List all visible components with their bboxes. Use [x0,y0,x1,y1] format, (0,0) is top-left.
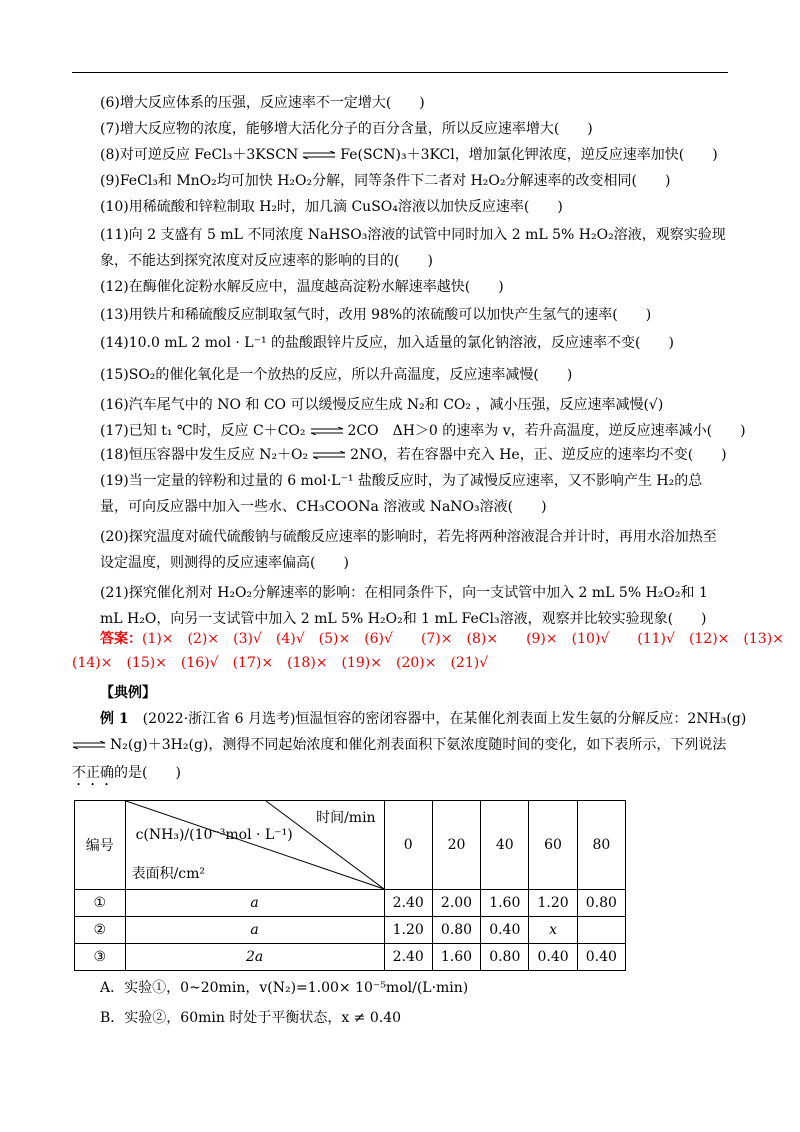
row-id: ② [75,917,126,944]
question-10: (10)用稀硫酸和锌粒制取 H₂时，加几滴 CuSO₄溶液以加快反应速率( ) [100,199,563,215]
row-area: a [125,890,384,917]
cell-value: 0.80 [481,944,529,971]
question-8 [72,142,728,168]
cell-value [577,917,625,944]
table-row [75,944,626,971]
question-6: (6)增大反应体系的压强，反应速率不一定增大( ) [100,95,425,111]
header-concentration: c(NH₃)/(10⁻³mol · L⁻¹) [135,827,293,843]
question-9: (9)FeCl₃和 MnO₂均可加快 H₂O₂分解，同等条件下二者对 H₂O₂分解速率的改变相同( ) [100,173,671,189]
cell-value: 0.40 [529,944,577,971]
table-row [75,890,626,917]
header-time-20: 20 [432,801,480,890]
row-id: ① [75,890,126,917]
example-text-1: (2022·浙江省 6 月选考)恒温恒容的密闭容器中，在某催化剂表面上发生氨的分解反应：2NH₃(g) [142,711,747,727]
example-line-1 [72,706,747,732]
section-tag: 【典例】 [100,685,156,701]
header-diagonal [125,801,384,890]
question-17 [72,418,746,444]
question-15: (15)SO₂的催化氧化是一个放热的反应，所以升高温度，反应速率减慢( ) [100,367,573,383]
answer-label: 答案： [100,631,142,647]
cell-value: 1.60 [481,890,529,917]
question-20: (20)探究温度对硫代硫酸钠与硫酸反应速率的影响时，若先将两种溶液混合并计时，再用水浴加热至设定温度，则测得的反应速率偏高( ) [100,529,717,571]
question-21: (21)探究催化剂对 H₂O₂分解速率的影响：在相同条件下，向一支试管中加入 2 mL 5% H₂O₂和 1 mL H₂O，向另一支试管中加入 2 mL 5% H₂O₂和 1 mL FeCl₃溶液，观察并比较实验现象( ) [100,585,708,627]
cell-value: x [529,917,577,944]
row-area: a [125,917,384,944]
header-time: 时间/min [316,810,376,826]
question-13: (13)用铁片和稀硫酸反应制取氢气时，改用 98%的浓硫酸可以加快产生氢气的速率( ) [100,307,652,323]
top-rule [72,72,728,73]
cell-value: 2.40 [384,890,432,917]
q8-part1: (8)对可逆反应 FeCl₃＋3KSCN [100,147,299,163]
equilibrium-arrow-icon [72,741,106,749]
row-id: ③ [75,944,126,971]
header-time-40: 40 [481,801,529,890]
emphasis-text: 不正确 [72,765,114,781]
question-18 [72,442,728,468]
q18-part1: (18)恒压容器中发生反应 N₂＋O₂ [100,447,309,463]
question-19: (19)当一定量的锌粉和过量的 6 mol·L⁻¹ 盐酸反应时，为了减慢反应速率，又不影响产生 H₂的总量，可向反应器中加入一些水、CH₃COONa 溶液或 NaNO₃溶液( ) [100,473,703,515]
answer-line-2: (14)× (15)× (16)√ (17)× (18)× (19)× (20)× (21)√ [72,655,489,671]
q17-part1: (17)已知 t₁ ℃时，反应 C＋CO₂ [100,423,306,439]
header-time-80: 80 [577,801,625,890]
question-7: (7)增大反应物的浓度，能够增大活化分子的百分含量，所以反应速率增大( ) [100,121,593,137]
cell-value: 0.40 [481,917,529,944]
row-area: 2a [125,944,384,971]
cell-value: 2.40 [384,944,432,971]
table-header-row [75,801,626,890]
table-row [75,917,626,944]
option-b: B．实验②，60min 时处于平衡状态，x ≠ 0.40 [100,1010,402,1026]
equilibrium-arrow-icon [302,151,336,159]
cell-value: 1.60 [432,944,480,971]
question-16: (16)汽车尾气中的 NO 和 CO 可以缓慢反应生成 N₂和 CO₂ ，减小压强，反应速率减慢(√) [100,397,664,413]
cell-value: 0.80 [577,890,625,917]
cell-value: 2.00 [432,890,480,917]
question-12: (12)在酶催化淀粉水解反应中，温度越高淀粉水解速率越快( ) [100,279,504,295]
equilibrium-arrow-icon [310,427,344,435]
example-line-3 [72,760,728,789]
question-11: (11)向 2 支盛有 5 mL 不同浓度 NaHSO₃溶液的试管中同时加入 2 mL 5% H₂O₂溶液，观察实验现象，不能达到探究浓度对反应速率的影响的目的( ) [100,227,726,269]
cell-value: 1.20 [529,890,577,917]
answer-line-1 [72,626,784,652]
header-id: 编号 [75,801,126,890]
answer-list-1: (1)× (2)× (3)√ (4)√ (5)× (6)√ (7)× (8)× (9)× (10)√ (11)√ (12)× (13)× [142,631,784,647]
cell-value: 1.20 [384,917,432,944]
example-text-2: N₂(g)＋3H₂(g)，测得不同起始浓度和催化剂表面积下氨浓度随时间的变化，如下表所示，下列说法 [110,737,727,753]
q18-part2: 2NO，若在容器中充入 He，正、逆反应的速率均不变( ) [350,447,727,463]
cell-value: 0.80 [432,917,480,944]
equilibrium-arrow-icon [312,451,346,459]
header-time-0: 0 [384,801,432,890]
q8-part2: Fe(SCN)₃＋3KCl，增加氯化钾浓度，逆反应速率加快( ) [340,147,718,163]
option-a: A．实验①，0~20min，v(N₂)=1.00× 10⁻⁵mol/(L·min) [100,980,469,996]
example-label: 例 1 [100,711,129,727]
header-time-60: 60 [529,801,577,890]
header-area: 表面积/cm² [131,866,206,882]
data-table [74,800,626,971]
cell-value: 0.40 [577,944,625,971]
example-line-2 [72,732,728,758]
diagonal-cell [126,801,384,889]
example-text-3: 的是( ) [114,765,181,781]
q17-part2: 2CO ΔH＞0 的速率为 v，若升高温度，逆反应速率减小( ) [347,423,746,439]
question-14: (14)10.0 mL 2 mol · L⁻¹ 的盐酸跟锌片反应，加入适量的氯化钠溶液，反应速率不变( ) [100,335,674,351]
